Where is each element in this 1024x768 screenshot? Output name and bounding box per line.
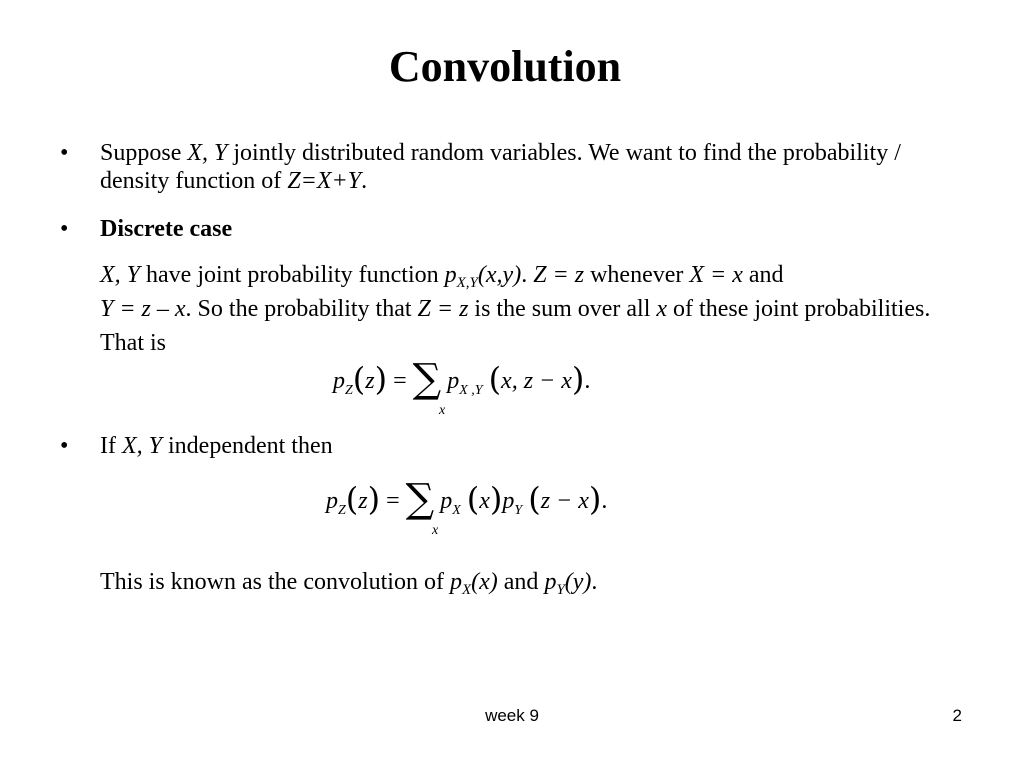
discrete-case-heading: Discrete case [100, 216, 233, 242]
bullet-1-text: Suppose X, Y jointly distributed random variables. We want to find the probability / density function of Z=X+Y. [100, 140, 901, 194]
independent-convolution-formula: $p_Z(z)$ = ∑ x $p_X$ $(x)p_Y$ (z − x). [326, 480, 607, 526]
joint-convolution-formula: $p_Z(z)$ = ∑ x $p_{X ,Y}$ (x, z − x). [333, 360, 590, 406]
convolution-conclusion: This is known as the convolution of $p_X(x)$ and $p_Y(y)$. [100, 569, 598, 598]
discrete-case-paragraph: X, Y have joint probability function $p_{X,Y}(x,y)$. Z = z whenever X = x and Y = z – x. So the probability that Z = z is the sum over all x of these joint probabilities. That is [100, 262, 931, 356]
footer-week-label: week 9 [485, 706, 539, 725]
bullet-marker: • [60, 433, 69, 459]
summation-index: x [432, 523, 439, 538]
slide-title: Convolution [388, 42, 622, 91]
bullet-marker: • [60, 216, 69, 242]
summation-index: x [439, 403, 446, 418]
page-number: 2 [952, 706, 962, 725]
summation-symbol: ∑ [412, 356, 442, 402]
summation-symbol: ∑ [405, 476, 435, 522]
bullet-marker: • [60, 140, 69, 166]
bullet-3-text: If X, Y independent then [100, 433, 333, 459]
